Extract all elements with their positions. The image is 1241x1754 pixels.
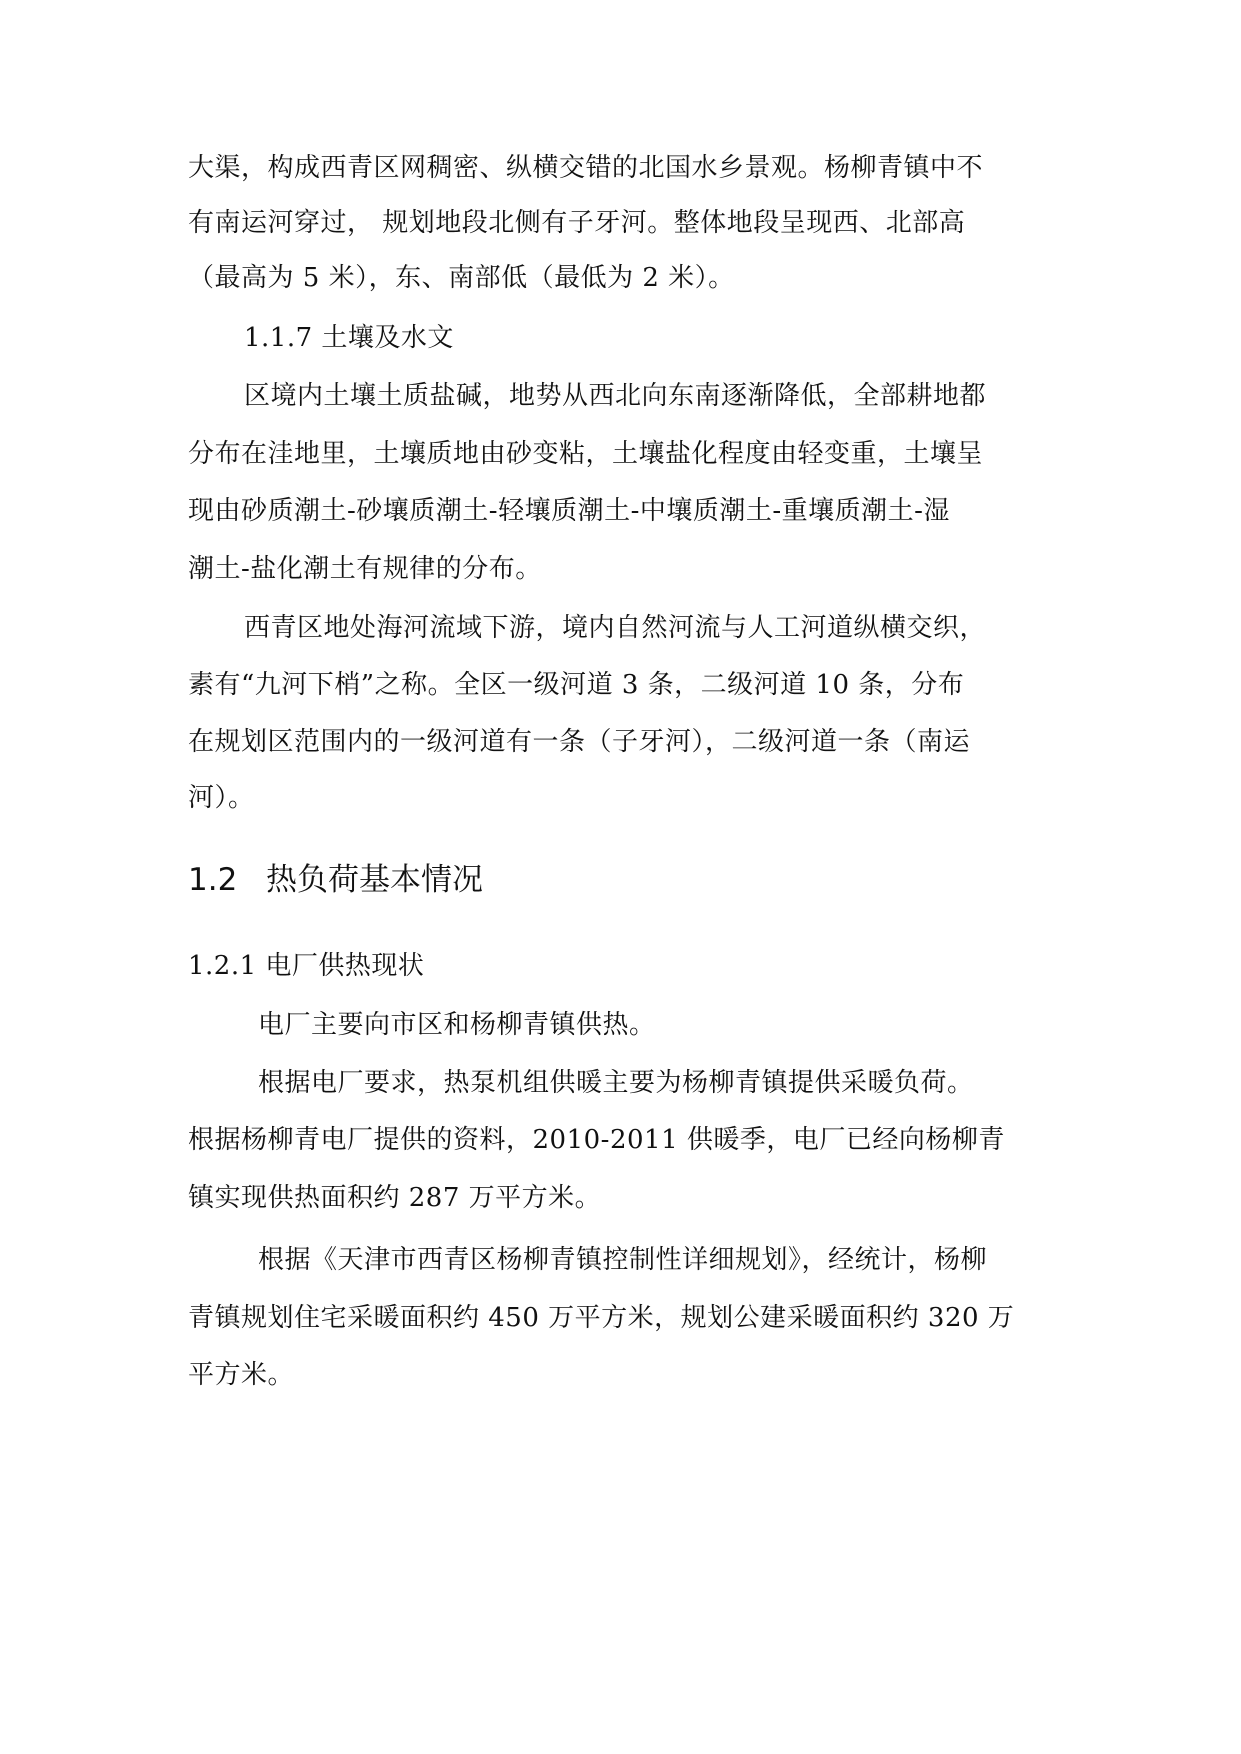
section-heading: [188, 858, 483, 902]
body-text-line: 现由砂质潮土-砂壤质潮土-轻壤质潮土-中壤质潮土-重壤质潮土-湿: [188, 496, 950, 526]
body-text-line: 在规划区范围内的一级河道有一条（子牙河），二级河道一条（南运: [188, 727, 971, 757]
body-text-line: 分布在洼地里，土壤质地由砂变粘，土壤盐化程度由轻变重，土壤呈: [188, 439, 984, 469]
paragraph-first-line: 西青区地处海河流域下游，境内自然河流与人工河道纵横交织，: [244, 613, 987, 643]
body-text-line: 镇实现供热面积约 287 万平方米。: [188, 1183, 602, 1213]
body-text-line: 素有“九河下梢”之称。全区一级河道 3 条，二级河道 10 条，分布: [188, 670, 965, 700]
body-text-line: 青镇规划住宅采暖面积约 450 万平方米，规划公建采暖面积约 320 万: [188, 1303, 1015, 1333]
body-text-line: （最高为 5 米），东、南部低（最低为 2 米）。: [188, 263, 735, 293]
paragraph-first-line: 根据《天津市西青区杨柳青镇控制性详细规划》，经统计，杨柳: [258, 1245, 988, 1275]
section-number: 1.2: [188, 862, 238, 898]
subsection-heading: 1.1.7 土壤及水文: [244, 323, 454, 353]
section-title: 热负荷基本情况: [266, 862, 483, 898]
paragraph-first-line: 根据电厂要求，热泵机组供暖主要为杨柳青镇提供采暖负荷。: [258, 1068, 974, 1098]
paragraph-first-line: 电厂主要向市区和杨柳青镇供热。: [258, 1010, 656, 1040]
body-text-line: 河）。: [188, 783, 255, 813]
paragraph-first-line: 区境内土壤土质盐碱，地势从西北向东南逐渐降低，全部耕地都: [244, 381, 987, 411]
body-text-line: 有南运河穿过， 规划地段北侧有子牙河。整体地段呈现西、北部高: [188, 208, 966, 238]
subsection-heading: 1.2.1 电厂供热现状: [188, 951, 425, 981]
body-text-line: 大渠，构成西青区网稠密、纵横交错的北国水乡景观。杨柳青镇中不: [188, 153, 984, 183]
body-text-line: 根据杨柳青电厂提供的资料，2010-2011 供暖季，电厂已经向杨柳青: [188, 1125, 1005, 1155]
body-text-line: 平方米。: [188, 1360, 295, 1390]
body-text-line: 潮土-盐化潮土有规律的分布。: [188, 554, 542, 584]
